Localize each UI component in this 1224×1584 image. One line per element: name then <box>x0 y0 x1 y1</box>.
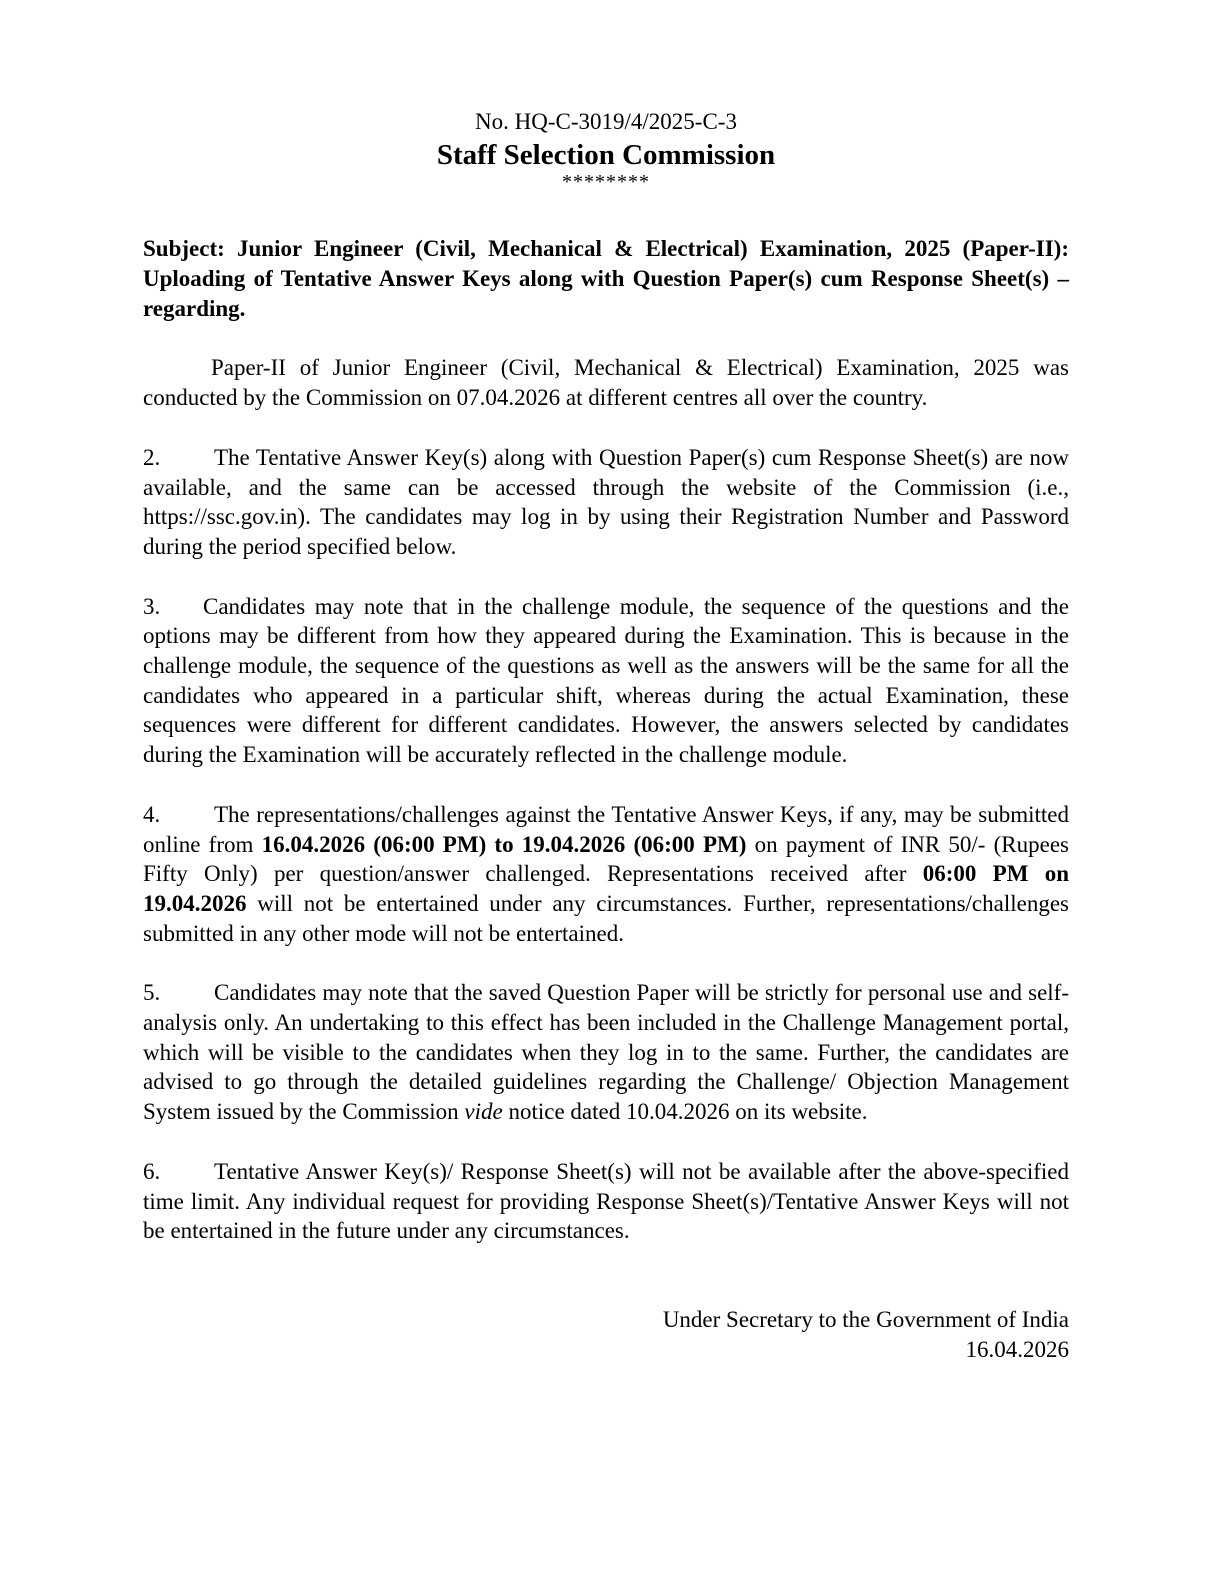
reference-number: No. HQ-C-3019/4/2025-C-3 <box>475 109 737 134</box>
paragraph-6-text: Tentative Answer Key(s)/ Response Sheet(s) will not be available after the above-specified time limit. Any individual request for providing Response Sheet(s)/Tentative Answer Keys will not be entertained in the future under any circumstances. <box>143 1158 1069 1244</box>
header-separator: ******** <box>562 171 650 194</box>
paragraph-3-number: 3. <box>143 593 161 619</box>
paragraph-2 <box>143 443 1069 562</box>
paragraph-1 <box>143 353 1069 412</box>
notice-document <box>143 108 1069 1364</box>
paragraph-4-text-b: on payment of INR 50/- (Rupees Fifty Only) per question/answer challenged. Representations received after <box>143 831 1069 887</box>
paragraph-6-number: 6. <box>143 1158 161 1184</box>
paragraph-6 <box>143 1157 1069 1246</box>
paragraph-4-text-c: will not be entertained under any circumstances. Further, representations/challenges submitted in any other mode will not be entertained. <box>143 890 1069 946</box>
paragraph-5 <box>143 978 1069 1127</box>
challenge-window-dates: 16.04.2026 (06:00 PM) to 19.04.2026 (06:00 PM) <box>261 831 747 857</box>
notice-subject: Subject: Junior Engineer (Civil, Mechanical & Electrical) Examination, 2025 (Paper-II): Uploading of Tentative Answer Keys along with Question Paper(s) cum Response Sheet(s) – regarding. <box>143 236 1069 322</box>
signature-block <box>143 1305 1069 1364</box>
paragraph-4-text-a: The representations/challenges against the Tentative Answer Keys, if any, may be submitted online from <box>143 801 1069 857</box>
paragraph-5-text-a: Candidates may note that the saved Question Paper will be strictly for personal use and self-analysis only. An undertaking to this effect has been included in the Challenge Management portal, which will be visible to the candidates when they log in to the same. Further, the candidates are advised to go through the detailed guidelines regarding the Challenge/ Objection Management System issued by the Commission <box>143 980 1069 1125</box>
organization-name: Staff Selection Commission <box>436 138 776 171</box>
vide-italic: vide <box>464 1099 503 1125</box>
paragraph-2-number: 2. <box>143 444 161 470</box>
signatory-designation: Under Secretary to the Government of India <box>662 1306 1069 1332</box>
paragraph-4 <box>143 800 1069 949</box>
paragraph-3-text: Candidates may note that in the challenge module, the sequence of the questions and the options may be different from how they appeared during the Examination. This is because in the challenge module, the sequence of the questions as well as the answers will be the same for all the candidates who appeared in a particular shift, whereas during the actual Examination, these sequences were different for different candidates. However, the answers selected by candidates during the Examination will be accurately reflected in the challenge module. <box>143 593 1069 768</box>
signature-date: 16.04.2026 <box>965 1336 1069 1362</box>
paragraph-5-number: 5. <box>143 980 161 1006</box>
challenge-deadline: 06:00 PM on 19.04.2026 <box>143 861 1069 916</box>
notice-header <box>143 108 1069 194</box>
paragraph-2-text: The Tentative Answer Key(s) along with Question Paper(s) cum Response Sheet(s) are now available, and the same can be accessed through the website of the Commission (i.e., https://ssc.gov.in). The candidates may log in by using their Registration Number and Password during the period specified below. <box>143 444 1069 559</box>
paragraph-5-text-b: notice dated 10.04.2026 on its website. <box>502 1099 868 1125</box>
paragraph-3 <box>143 592 1069 770</box>
paragraph-1-text: Paper-II of Junior Engineer (Civil, Mechanical & Electrical) Examination, 2025 was conducted by the Commission on 07.04.2026 at different centres all over the country. <box>143 355 1069 411</box>
paragraph-4-number: 4. <box>143 801 161 827</box>
